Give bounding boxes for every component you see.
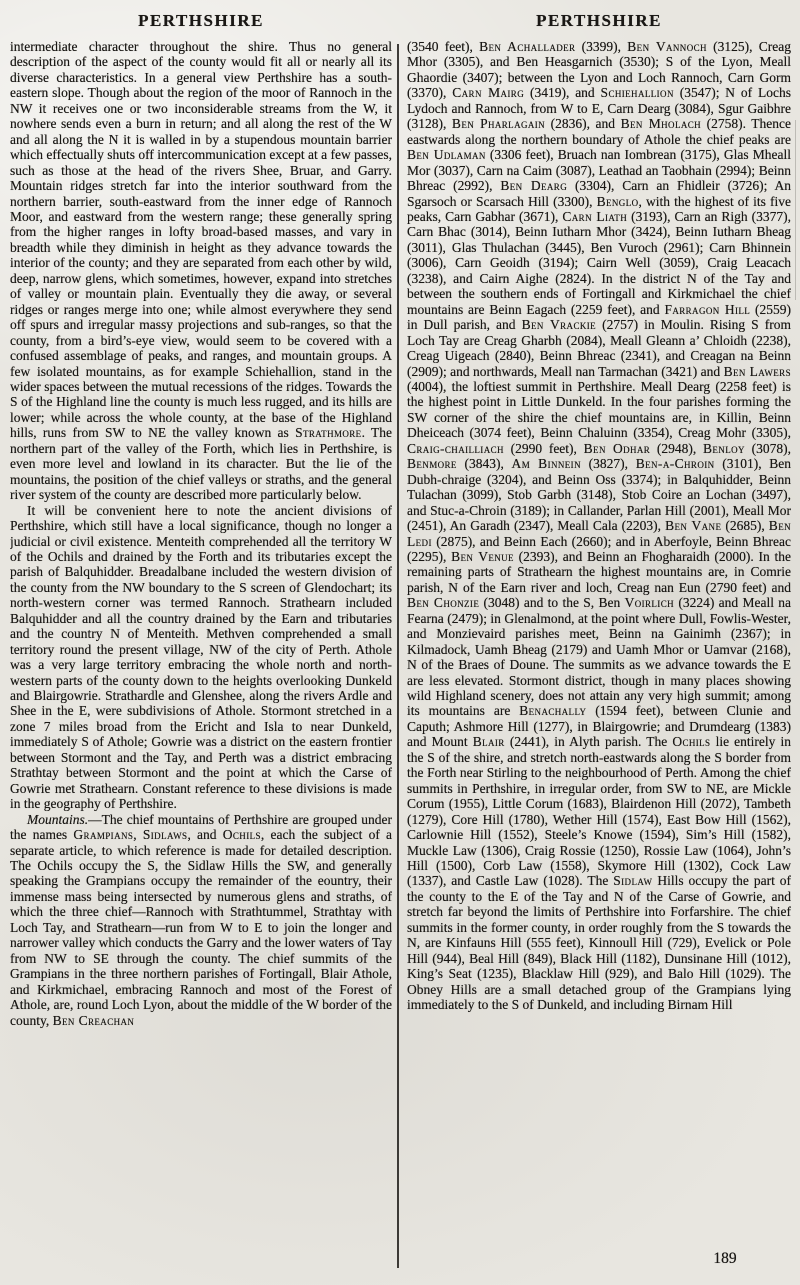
paragraph: intermediate character throughout the shire. Thus no general description of the aspect of the county would fit all or nearly all its diverse characteristics. In a general view Perthshire has a south-eastern slope. Though about the region of the moor of Rannoch in the NW it receives one or two inconsiderable streams from the W, it nowhere sends even a burn in return; and all along the rest of the W and all along the N it is walled in by a stupendous mountain barrier which effectually shuts off intercommunication except at a few passes, such as those at the head of the rivers Shee, Bruar, and Garry. Mountain ridges stretch far into the interior southward from the northern barrier, south-eastward from the inner edge of Rannoch Moor, and eastward from the western range; these generally spring from the higher ranges in lofty broad-based masses, and vary in breadth while they diminish in height as they advance towards the interior of the county; and they are separated from each other by wild, deep, narrow glens, which sometimes, however, expand into stretches of valley or mountain plain. Eventually they die away, or several ridges or ranges merge into one; while almost everywhere they send off spurs and irregular massy projections and sub-ranges, so that the county, from a bird’s-eye view, would seem to be covered with a confused assemblage of peaks, and ranges, and mountain groups. A few isolated mountains, as for example Schiehallion, stand in the wider spaces between the mutual recessions of the ridges. Towards the S of the Highland line the county is much less rugged, and its hills are lower; while across the whole county, at the base of the Highland hills, runs from SW to NE the valley known as Strathmore. The northern part of the valley of the Forth, which lies in Perthshire, is even more level and lowland in its character. But the lie of the mountains, the position of the chief valleys or straths, and the general river system of the county are described more particularly below. [10, 39, 392, 503]
column-divider-rule [397, 44, 399, 1268]
scan-edge-artifact [795, 120, 796, 300]
paragraph: Mountains.—The chief mountains of Perthshire are grouped under the names Grampians, Sidlaws, and Ochils, each the subject of a separate article, to which reference is made for detailed description. The Ochils occupy the S, the Sidlaw Hills the SW, and generally speaking the Grampians occupy the remainder of the eountry, their immense mass being intersected by numerous glens and straths, of which the three chief—Rannoch with Strathtummel, Strathtay with Loch Tay, and Strathearn—run from W to E to join the longer and narrower valley which conducts the Garry and the lower waters of Tay from NW to SE through the county. The chief summits of the Grampians in the three northern parishes of Fortingall, Blair Athole, and Kirkmichael, embracing Rannoch and most of the Forest of Athole, are, round Loch Lyon, about the middle of the W border of the county, Ben Creachan [10, 811, 392, 1028]
left-text-column [10, 39, 392, 1257]
page-number: 189 [713, 1250, 737, 1267]
paragraph: (3540 feet), Ben Achallader (3399), Ben Vannoch (3125), Creag Mhor (3305), and Ben Heasgarnich (3530); S of the Lyon, Meall Ghaordie (3407); between the Lyon and Loch Rannoch, Carn Gorm (3370), Carn Mairg (3419), and Schiehallion (3547); N of Lochs Lydoch and Rannoch, from W to E, Carn Dearg (3084), Sgur Gaibhre (3128), Ben Pharlagain (2836), and Ben Mholach (2758). Thence eastwards along the northern boundary of Athole the chief peaks are Ben Udlaman (3306 feet), Bruach nan Iombrean (3175), Glas Mheall Mor (3037), Carn na Caim (3087), Leathad an Taobhain (2994); Beinn Bhreac (2992), Ben Dearg (3304), Carn an Fhidleir (3726); An Sgarsoch or Scarsach Hill (3300), Benglo, with the highest of its five peaks, Carn Gabhar (3671), Carn Liath (3193), Carn an Righ (3377), Carn Bhac (3014), Beinn Iutharn Mhor (3424), Beinn Iutharn Bheag (3011), Glas Thulachan (3445), Ben Vuroch (2961); Carn Bhinnein (3006), Carn Geoidh (3194); Cairn Well (3059), Craig Leacach (3238), and Cairn Aighe (2824). In the district N of the Tay and between the southern ends of Fortingall and Kirkmichael the chief mountains are Beinn Eagach (2259 feet), and Farragon Hill (2559) in Dull parish, and Ben Vrackie (2757) in Moulin. Rising S from Loch Tay are Creag Gharbh (2084), Meall Gleann a’ Chloidh (2238), Creag Uigeach (2840), Beinn Bhreac (2341), and Creagan na Beinn (2909); and northwards, Meall nan Tarmachan (3421) and Ben Lawers (4004), the loftiest summit in Perthshire. Meall Dearg (2258 feet) is the highest point in Little Dunkeld. In the four parishes forming the SW corner of the shire the chief mountains are, in Killin, Beinn Dheiceach (3074 feet), Beinn Chaluinn (3354), Creag Mohr (3305), Craig-chailliach (2990 feet), Ben Odhar (2948), Benloy (3078), Benmore (3843), Am Binnein (3827), Ben-a-Chroin (3101), Ben Dubh-chraige (3204), and Beinn Oss (3374); in Balquhidder, Beinn Tulachan (3099), Stob Garbh (3148), Stob Coire an Lochan (3497), and Stuc-a-Chroin (3189); in Callander, Parlan Hill (2001), Meall Mor (2451), An Garadh (2347), Meall Cala (2203), Ben Vane (2685), Ben Ledi (2875), and Beinn Each (2660); and in Aberfoyle, Beinn Bhreac (2295), Ben Venue (2393), and Beinn an Fhogharaidh (2000). In the remaining parts of Strathearn the highest mountains are, in Comrie parish, N of the Earn river and loch, Creag nan Eun (2790 feet) and Ben Chonzie (3048) and to the S, Ben Voirlich (3224) and Meall na Fearna (2479); in Glenalmond, at the point where Dull, Fowlis-Wester, and Monzievaird parishes meet, Beinn na Gainimh (2367); in Kilmadock, Uamh Bheag (2179) and Uamh Mhor or Uamvar (2168), N of the Braes of Doune. The summits as we advance towards the E are less elevated. Stormont district, though in many places showing wild Highland scenery, does not attain any very high summit; among its mountains are Benachally (1594 feet), between Clunie and Caputh; Ashmore Hill (1277), in Blairgowrie; and Drumdearg (1383) and Mount Blair (2441), in Alyth parish. The Ochils lie entirely in the S of the shire, and stretch north-eastwards along the S border from the Forth near Stirling to the neighbourhood of Perth. Among the chief summits in Perthshire, in irregular order, from SW to NE, are Mickle Corum (1955), Little Corum (1683), Blairdenon Hill (2072), Tambeth (1279), Core Hill (1780), Wether Hill (1574), East Bow Hill (1562), Carlownie Hill (1552), Steele’s Knowe (1594), Sim’s Hill (1582), Muckle Law (1306), Craig Rossie (1250), Rossie Law (1064), John’s Hill (1500), Corb Law (1558), Skymore Hill (1302), Cock Law (1337), and Castle Law (1028). The Sidlaw Hills occupy the part of the county to the E of the Tay and N of the Carse of Gowrie, and stretch far beyond the limits of Perthshire into Forfarshire. The chief summits in the former county, in order roughly from the S towards the N, are Kinfauns Hill (555 feet), Kinnoull Hill (729), Evelick or Pole Hill (944), Beal Hill (849), Black Hill (1182), Dunsinane Hill (1012), King’s Seat (1235), Blacklaw Hill (929), and Balo Hill (1029). The Obney Hills are a small detached group of the Grampians lying immediately to the S of Dunkeld, and including Birnam Hill [407, 39, 791, 1013]
running-head-left: PERTHSHIRE [138, 11, 264, 30]
right-text-column [407, 39, 791, 1257]
paragraph: It will be convenient here to note the ancient divisions of Perthshire, which still have a local significance, though no longer a judicial or civil existence. Menteith comprehended all the territory W of the Ochils and drained by the Forth and its tributaries except the parish of Balquhidder. Breadalbane included the western division of the county from the NW boundary to the S screen of Glendochart; its north-western corner was termed Rannoch. Strathearn included Balquhidder and all the country drained by the Earn and tributaries and the country N of Menteith. Methven comprehended a small territory round the present village, NW of the city of Perth. Athole was a very large territory embracing the whole north and north-western parts of the county down to the heights overlooking Dunkeld and Blairgowrie. Strathardle and Glenshee, along the rivers Ardle and Shee in the E, were subdivisions of Athole. Stormont stretched in a zone 7 miles broad from the Ericht and Isla to near Dunkeld, immediately S of Athole; Gowrie was a district on the eastern frontier between Stormont and the Tay, and Perth was a district embracing Strathtay between Stormont and the point at which the Carse of Gowrie met Strathearn. Constant reference to these divisions is made in the geography of Perthshire. [10, 502, 392, 812]
running-head-right: PERTHSHIRE [536, 11, 662, 30]
